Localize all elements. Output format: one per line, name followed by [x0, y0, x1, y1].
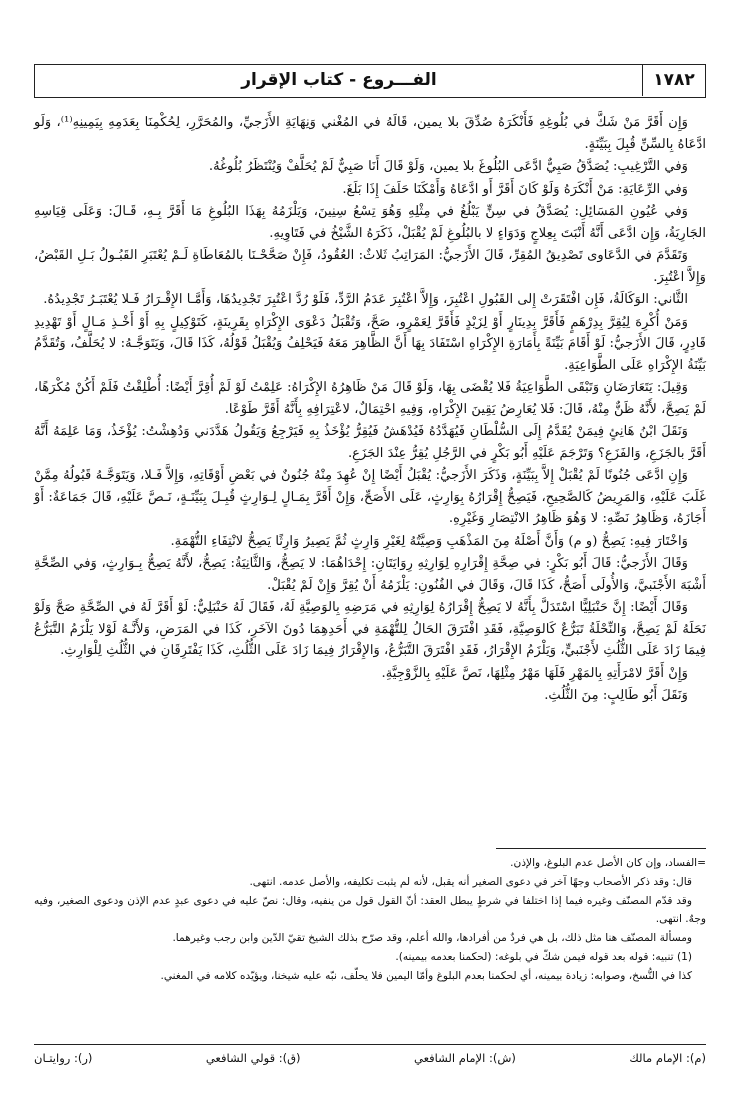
footnote: ومسألة المصنّف هنا مثل ذلك، بل هي فردٌ من أفرادها، والله أعلم، وقد صرّح بذلك الشيخ تقيّ الدّين وابن رجب وغيرهما. [172, 932, 692, 945]
paragraph: وَفي التَّرْغِيبِ: يُصَدَّقُ صَبِيٌّ ادَّعَى البُلُوغَ بلا يمين، وَلَوْ قَالَ أَنَا صَبِيٌّ لَمْ يُحَلَّفْ وَيُنْتَظَرُ بُلُوغُهُ. [208, 159, 688, 174]
footnote: كذا في النُّسخ، وصوابه: زيادة بيمينه، أي لحكمنا بعدم البلوغ وأمّا اليمين فلا يحلّف، نبّه عليه شيخنا، ويؤيّده كلامه في المغني. [160, 969, 692, 982]
page [34, 64, 708, 1076]
paragraph: وَإِنْ أَقَرَّ لامْرَأَتِهِ بِالمَهْرِ فَلَهَا مَهْرُ مِثْلِهَا، نَصَّ عَلَيْهِ بِالزَّوْجِيَّةِ. [381, 665, 688, 681]
paragraph: وَقَالَ الأَزَجيُّ: قَالَ أَبُو بَكْرٍ: في صِحَّةِ إِقْرَارِهِ لِوَارِثِهِ رِوَايَتَانِ: إِحْدَاهُمَا: لا يَصِحُّ، وَالثَّانِيَةُ: يَصِحُّ، لأَنَّهُ يَصِحُّ بِـوَارِثٍ، وَفي الصِّحَّةِ أَشْبَهَ الأَجْنَبيَّ، وَالأُولَى أَصَحُّ، كَذَا قَالَ، وَقَالَ في الفُنُونِ: يَلْزَمُهُ أَنْ يُقِرَّ وَإِنْ لَمْ يُقْبَلْ. [34, 556, 706, 593]
paragraph: وَإِنِ ادَّعَى جُنُونًا لَمْ يُقْبَلْ إِلاَّ بِبَيِّنَةٍ، وَذَكَرَ الأَزَجيُّ: يُقْبَلُ أَيْضًا إِنْ عُهِدَ مِنْهُ جُنُونٌ في بَعْضِ أَوْقَاتِهِ، وَإِلاَّ فَـلا، وَيَتَوَجَّـهُ قَبُولُهُ مِمَّنْ غَلَبَ عَلَيْهِ، وَالمَرِيضُ كَالصَّحِيحِ، فَيَصِحُّ إِقْرَارُهُ بِوَارِثٍ، عَلَى الأَصَحِّ، وَإِنْ أَقَرَّ بِمَـالٍ لِـوَارِثٍ قُبِـلَ بِبَيِّنَـةٍ، نَـصَّ عَلَيْهِ، قَالَ جَمَاعَةٌ: أَوْ أَجَازَهُ، وَظَاهِرُ نَصِّهِ: لا وَهُوَ ظَاهِرُ الانْتِصَارِ وَغَيْرِهِ. [34, 468, 706, 526]
running-header [34, 64, 706, 98]
paragraph: وَفي الرِّعَايَةِ: مَنْ أَنْكَرَهُ وَلَوْ كَانَ أَقَرَّ أَو ادَّعَاهُ وَأَمْكَنَا حَلَفَ إِذَا بَلَغَ. [342, 181, 688, 197]
legend-two-narrations: (ر): روايتـان [34, 1051, 93, 1065]
paragraph: وَمَنْ أُكْرِهَ لِيُقِرَّ بِدِرْهَمٍ فَأَقَرَّ بِدِينَارٍ أَوْ لِزَيْدٍ فَأَقَرَّ لِعَمْرٍو، صَحَّ، وَتُقْبَلُ دَعْوَى الإِكْرَاهِ بِقَرِينَةٍ، كَتَوْكِيلٍ بِهِ أَوْ أَخْـذِ مَـالٍ أَوْ تَهْدِيدِ قَادِرٍ، قَالَ الأَزَجيُّ: لَوْ أَقَامَ بَيِّنَةً بِأَمَارَةِ الإِكْرَاهِ اسْتَفَادَ بِهَا أَنَّ الظَّاهِرَ مَعَهُ فَيَحْلِفُ وَيُقْبَلُ قَوْلُهُ، كَذَا قَالَ، وَيَتَوَجَّـهُ: لا يُحَلَّفُ، وَتُقَدَّمُ بَيِّنَةُ الإِكْرَاهِ عَلَى الطَّوَاعِيَةِ. [34, 314, 706, 373]
footnote: قال: وقد ذكر الأصحاب وجهًا آخر في دعوى الصغير أنه يقبل، لأنه لم يثبت تكليفه، والأصل عدمه. انتهى. [249, 875, 692, 888]
footnotes [34, 854, 706, 986]
footnote: (1) تنبيه: قوله بعد قوله فيمن شكّ في بلوغه: (لحكمنا بعدمه بيمينه). [395, 950, 692, 963]
paragraph: الثَّاني: الوَكَالَةُ، فَإِن افْتَقَرَتْ إِلى القَبُولِ اعْتُبِرَ، وَإِلاَّ اعْتُبِرَ عَدَمُ الرَّدِّ، فَلَوْ رُدَّ اعْتُبِرَ تَجْدِيدُهَا، وَأَمَّـا الإِقْـرَارُ فَـلا يُعْتَبَـرُ تَجْدِيدُهُ. [43, 292, 688, 307]
paragraph: وَاخْتَارَ فِيهِ: يَصِحُّ (و م) وَأَنَّ أَصْلَهُ مِنَ المَذْهَبِ وَصِيَّتُهُ لِغَيْرِ وَارِثٍ ثُمَّ يَصِيرُ وَارِثًا يَصِحُّ لانْتِفَاءِ التُّهْمَةِ. [170, 533, 688, 549]
footnote-separator [496, 848, 706, 849]
paragraph: وَإِن أَقَرَّ مَنْ شَكَّ في بُلُوغِهِ فَأَنْكَرَهُ صُدِّقَ بلا يمين، قَالَهُ في المُغْني وَنِهَايَةِ الأَزَجيِّ، والمُحَرَّرِ، لِحُكْمِنَا بِعَدَمِهِ بِيَمِينِهِ⁽¹⁾، وَلَو ادَّعَاهُ بِالسِّنِّ قُبِلَ بِبَيِّنَةٍ. [34, 115, 706, 152]
paragraph: وَنَقَلَ أَبُو طَالِبٍ: مِنَ الثُّلُثِ. [544, 688, 688, 703]
paragraph: وَقِيلَ: يَتَعَارَضَانِ وَتَبْقَى الطَّوَاعِيَةُ فَلا يُقْضَى بِهَا، وَلَوْ قَالَ مَنْ ظَاهِرُهُ الإِكْرَاهُ: عَلِمْتُ لَوْ لَمْ أُقِرَّ أَيْضًا: أُطْلِقْتُ فَلَمْ أَكُنْ مُكْرَهًا، لَمْ يَصِحَّ، لأَنَّهُ ظَنٌّ مِنْهُ، قَالَ: فَلا يُعَارِضُ يَقِينَ الإِكْرَاهِ، وَفِيهِ احْتِمَالٌ، لاعْتِرَافِهِ بِأَنَّهُ أَقَرَّ طَوْعًا. [34, 380, 706, 417]
page-title: الفـــروع - كتاب الإقرار [241, 70, 437, 90]
footnote: =الفساد، وإن كان الأصل عدم البلوغ، والإذن. [510, 857, 706, 869]
abbreviation-legend [34, 1044, 706, 1069]
footnote: وقد قدّم المصنّف وغيره فيما إذا اختلفا في شرطٍ يبطل العقد: أنّ القول قول من ينفيه، وقال: نصّ عليه في دعوى عبدٍ عدم الإذن ودعوى الصغير، وفيه وجهٌ. انتهى. [34, 894, 706, 926]
page-number: ١٧٨٢ [642, 65, 705, 96]
legend-malik: (م): الإمام مالك [629, 1051, 706, 1065]
paragraph: وَتَقَدَّمَ في الدَّعَاوى تَصْدِيقُ المُقِرِّ، قَالَ الأَزَجيُّ: المَرَاتِبُ ثَلاثٌ: العُقُودُ، فَإِنْ صَحَّحْـنَا بالمُعَاطَاةِ لَـمْ يُعْتَبَرِ القَبُـولُ بَـلِ القَبْضُ، وَإِلاَّ اعْتُبِرَ. [34, 248, 706, 285]
legend-shafii: (ش): الإمام الشافعي [414, 1051, 516, 1065]
paragraph: وَفي عُيُونِ المَسَائِلِ: يُصَدَّقُ في سِنٍّ يَبْلُغُ في مِثْلِهِ وَهُوَ تِسْعُ سِنِينَ، وَيَلْزَمُهُ بِهَذَا البُلُوغِ مَا أَقَرَّ بِـهِ، قَـالَ: وَعَلَى قِيَاسِهِ الجَارِيَةُ، وَإِن ادَّعَى أَنَّهُ أَنْبَتَ بِعِلاجٍ وَدَوَاءٍ لا بالبُلُوغِ لَمْ يُقْبَلْ، ذَكَرَهُ الشَّيْخُ في فَتَاوِيهِ. [34, 204, 706, 241]
legend-shafii-sayings: (ق): قولي الشافعي [205, 1051, 301, 1065]
main-text [34, 112, 706, 708]
paragraph: وَقَالَ أَيْضًا: إِنَّ حَنْبَلِيًّا اسْتَدَلَّ بِأَنَّهُ لا يَصِحُّ إِقْرَارُهُ لِوَارِثِهِ في مَرَضِهِ بِالوَصِيَّةِ لَهُ، فَقَالَ لَهُ حَنْبَلِيٌّ: لَوْ أَقَرَّ لَهُ في الصِّحَّةِ صَحَّ وَلَوْ نَحَلَهُ لَمْ يَصِحَّ، وَالنِّحْلَةُ تَبَرُّعٌ كَالوَصِيَّةِ، فَقَدِ افْتَرَقَ الحَالُ لِلتُّهْمَةِ في أَحَدِهِمَا دُونَ الآخَرِ، كَذَا في المَرَضِ، وَلأَنَّـهُ لَوْلا يَلْزَمُ التَّبَرُّعُ فِيمَا زَادَ عَلَى الثُّلُثِ لأَجْنَبيٍّ، وَيَلْزَمُ الإِقْرَارُ، فَقَدِ افْتَرَقَ التَّبَرُّعُ، وَالإِقْرَارُ فِيمَا زَادَ عَلَى الثُّلُثِ، كَذَا يَفْتَرِقَانِ في الثُّلُثِ لِلْوَارِثِ. [34, 600, 706, 658]
paragraph: وَنَقَلَ ابْنُ هَانِئٍ فِيمَنْ يُقَدَّمُ إِلَى السُّلْطَانِ فَيُهَدَّدُهُ فَيُدْهَشُ فَيُقِرُّ يُؤْخَذُ بِهِ فَيَرْجِعُ وَيَقُولُ هَدَّدَني وَدُهِشْتُ: يُؤْخَذُ، وَمَا عَلِمَهُ أَنَّهُ أَقَرَّ بالجَزَعِ، وَالفَزَعِ؟ وَتَرْجَمَ عَلَيْهِ أَبُو بَكْرٍ في الرَّجُلِ يُقِرُّ عِنْدَ الجَزَعِ. [34, 424, 706, 461]
